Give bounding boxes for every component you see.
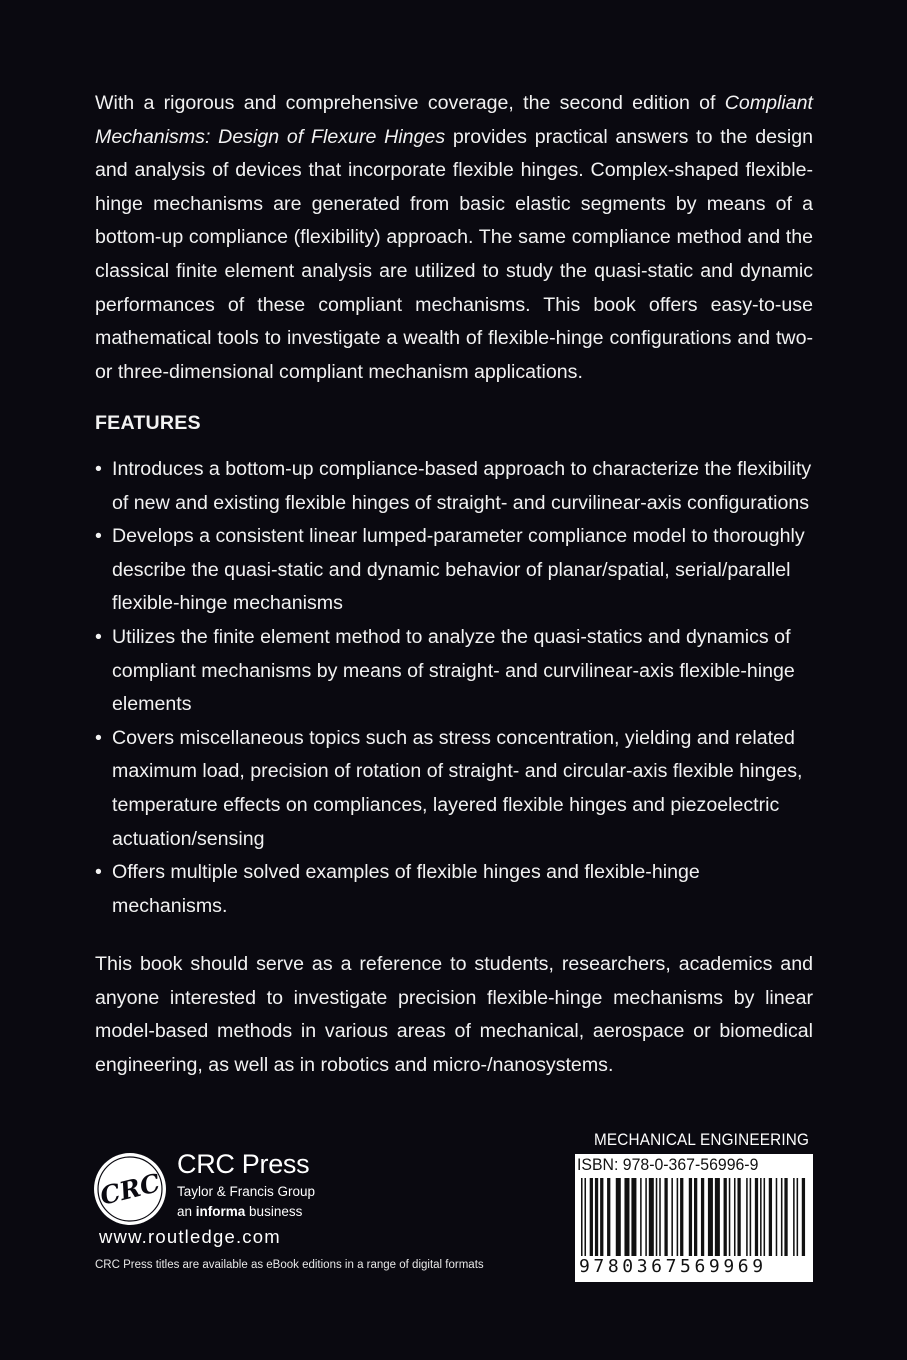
feature-text: Develops a consistent linear lumped-parameter compliance model to thoroughly describe the quasi-static and dynamic behavior of planar/spatial, serial/parallel flexible-hinge mechanisms [112,525,805,615]
publisher-website[interactable]: www.routledge.com [99,1226,281,1247]
intro-prefix: With a rigorous and comprehensive coverage, the second edition of [95,92,725,114]
barcode-bar [600,1178,603,1256]
barcode-bar [781,1178,783,1256]
informa-prefix: an [177,1204,196,1219]
feature-item [95,453,815,520]
barcode-bar [755,1178,758,1256]
publisher-block [93,1146,513,1276]
barcode-icon [579,1178,809,1258]
features-list [95,453,815,923]
barcode-bar [746,1178,748,1256]
barcode-bar [724,1178,727,1256]
barcode-bar [694,1178,697,1256]
barcode-bar [659,1178,661,1256]
barcode-bar [769,1178,772,1256]
crc-logo-text: CRC [97,1168,164,1211]
barcode-bar [701,1178,704,1256]
barcode-bar [750,1178,752,1256]
barcode-bar [581,1178,583,1256]
book-title: Compliant Mechanisms: Design of Flexure Hinges [95,92,813,148]
barcode-bar [649,1178,654,1256]
publisher-name: CRC Press [177,1149,310,1179]
bullet-icon: • [95,861,102,884]
barcode-bar [664,1178,667,1256]
barcode-bar [764,1178,766,1256]
feature-text: Offers multiple solved examples of flexible hinges and flexible-hinge mechanisms. [112,861,700,917]
barcode-bar [715,1178,720,1256]
barcode-bar [656,1178,658,1256]
bullet-icon: • [95,458,102,480]
barcode-bar [680,1178,683,1256]
crc-logo-icon [93,1152,167,1226]
barcode-bar [802,1178,805,1256]
feature-text: Utilizes the finite element method to analyze the quasi-statics and dynamics of compliant mechanisms by means of straight- and curvilinear-axis flexible-hinge elements [112,625,795,716]
isbn-label: ISBN: 978-0-367-56996-9 [577,1156,759,1174]
closing-paragraph: This book should serve as a reference to students, researchers, academics and anyone interested to investigate precision flexible-hinge mechanisms by linear model-based methods in various areas of mechanical, aerospace or biomedical engineering, as well as in robotics and micro-/nanosystems. [95,953,813,1076]
barcode-bar [645,1178,647,1256]
barcode-bar [671,1178,673,1256]
barcode-bar [595,1178,598,1256]
barcode-bar [797,1178,799,1256]
feature-text: Introduces a bottom-up compliance-based approach to characterize the flexibility of new and existing flexible hinges of straight- and curvilinear-axis configurations [112,458,812,514]
barcode-bar [689,1178,692,1256]
publisher-informa [177,1204,302,1219]
bullet-icon: • [95,625,102,648]
feature-item [95,621,815,722]
barcode-bar [708,1178,713,1256]
barcode-bar [616,1178,621,1256]
feature-item [95,722,815,856]
barcode-box [575,1154,813,1282]
barcode-bar [607,1178,610,1256]
intro-suffix: provides practical answers to the design and analysis of devices that incorporate flexible hinges. Complex-shaped flexible-hinge mechanisms are generated from basic elastic segments by means of a bottom-up compliance (flexibility) approach. The same compliance method and the classical finite element analysis are utilized to study the quasi-static and dynamic performances of these compliant mechanisms. This book offers easy-to-use mathematical tools to investigate a wealth of flexible-hinge configurations and two- or three-dimensional compliant mechanism applications. [95,125,813,383]
barcode-bar [737,1178,740,1256]
features-heading: FEATURES [95,412,201,434]
barcode-bar [734,1178,736,1256]
barcode-bar [631,1178,636,1256]
bullet-icon: • [95,726,102,749]
barcode-bar [584,1178,586,1256]
informa-suffix: business [245,1204,303,1219]
barcode-bar [760,1178,762,1256]
barcode-bar [640,1178,642,1256]
feature-item [95,856,815,923]
barcode-bar [590,1178,593,1256]
bullet-icon: • [95,525,102,548]
barcode-bar [677,1178,679,1256]
description-paragraph [95,87,813,389]
publisher-group: Taylor & Francis Group [177,1184,316,1199]
barcode-area [575,1130,813,1282]
barcode-bar [793,1178,795,1256]
ebook-note: CRC Press titles are available as eBook editions in a range of digital formats [95,1259,484,1271]
barcode-bar [624,1178,629,1256]
barcode-digits: 9780367569969 [579,1256,767,1277]
barcode-bar [776,1178,778,1256]
informa-brand: informa [195,1204,246,1219]
subject-category: MECHANICAL ENGINEERING [594,1130,810,1149]
feature-text: Covers miscellaneous topics such as stress concentration, yielding and related maximum load, precision of rotation of straight- and circular-axis flexible hinges, temperature effects on compliances, layered flexible hinges and piezoelectric actuation/sensing [112,726,803,850]
barcode-bar [729,1178,731,1256]
feature-item [95,520,815,621]
barcode-bar [784,1178,787,1256]
